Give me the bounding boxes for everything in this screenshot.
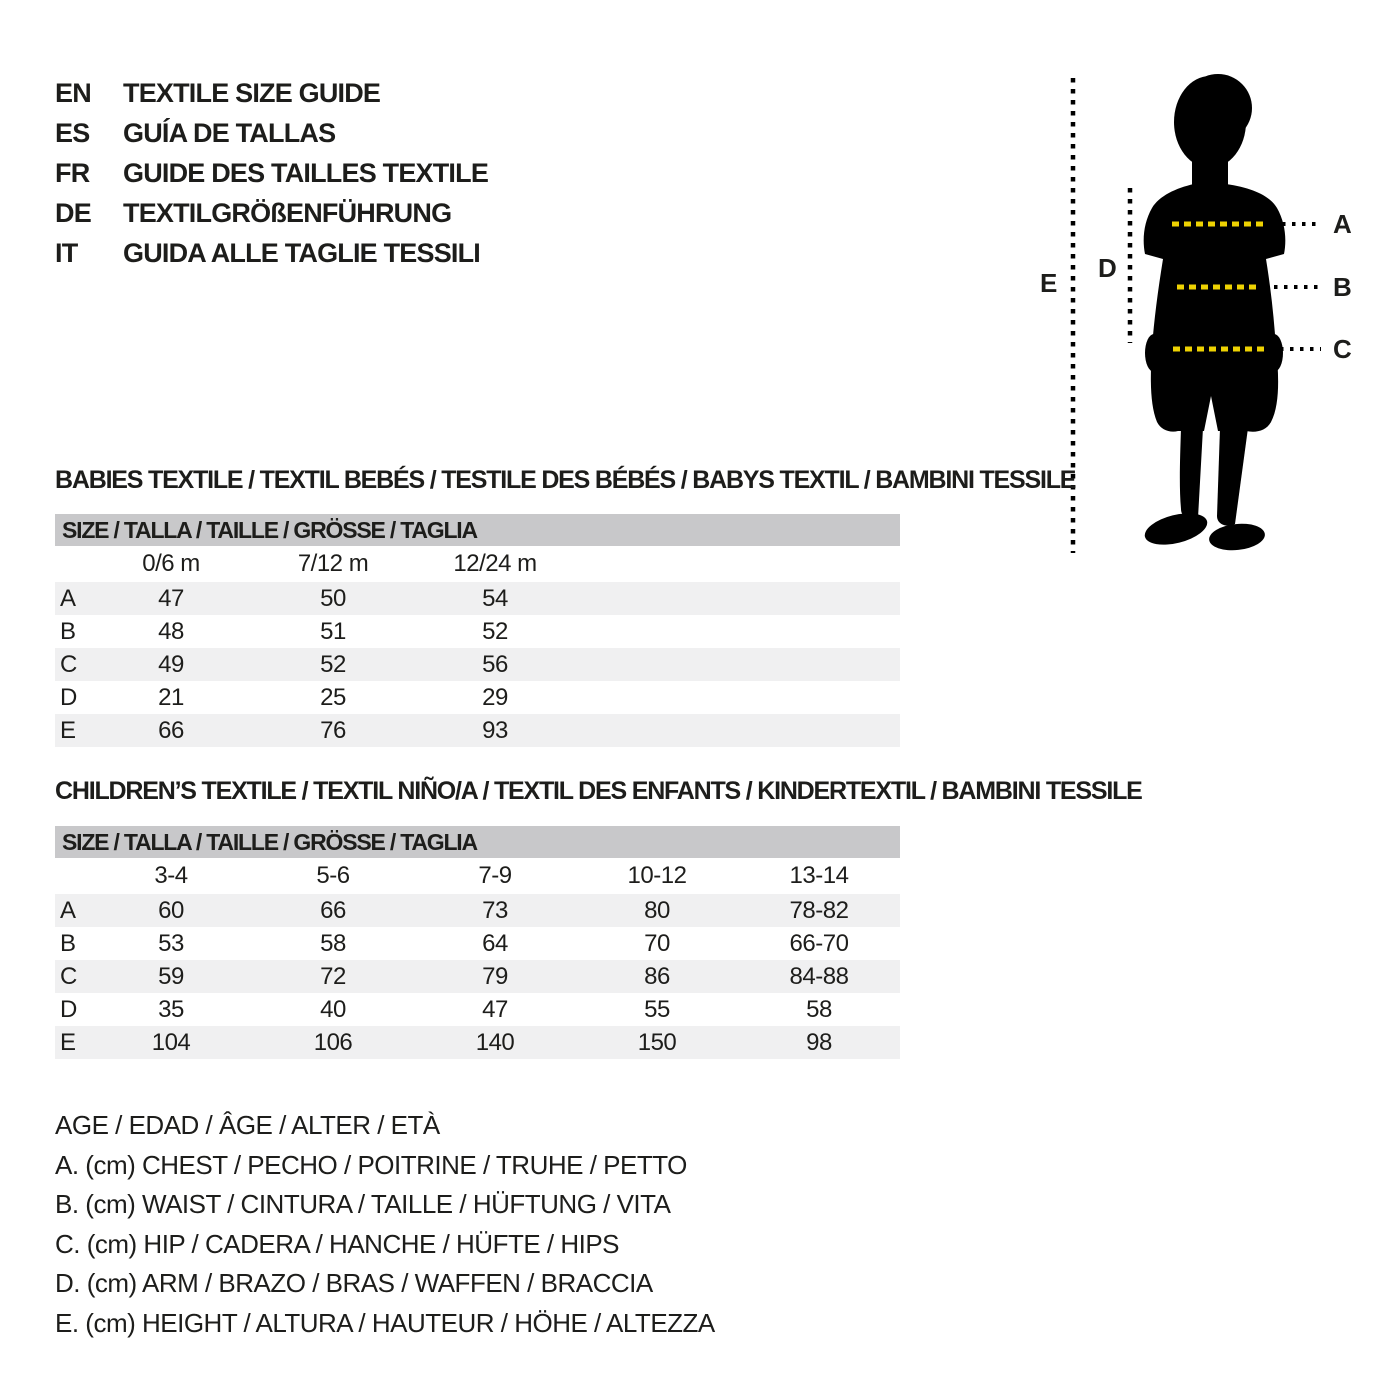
cell: 79 xyxy=(482,962,508,990)
cell: 98 xyxy=(806,1028,832,1056)
cell: 66 xyxy=(320,896,346,924)
column-header: 12/24 m xyxy=(453,550,537,577)
cell: 72 xyxy=(320,962,346,990)
marker-label-D: D xyxy=(1098,253,1117,283)
marker-label-C: C xyxy=(1333,334,1352,364)
cell: 47 xyxy=(482,995,508,1023)
cell: 59 xyxy=(158,962,184,990)
cell: 78-82 xyxy=(789,896,849,924)
lang-row-de xyxy=(55,193,488,233)
measurement-legend xyxy=(55,1106,715,1343)
column-header: 7-9 xyxy=(478,862,512,889)
legend-chest-line: A. (cm) CHEST / PECHO / POITRINE / TRUHE / PETTO xyxy=(55,1149,687,1180)
column-header: 0/6 m xyxy=(142,550,200,577)
cell: 70 xyxy=(644,929,670,957)
lang-code: DE xyxy=(55,197,91,228)
cell: 52 xyxy=(320,650,346,678)
cell: 64 xyxy=(482,929,508,957)
row-label: E xyxy=(60,1028,77,1056)
row-label: C xyxy=(60,962,78,990)
cell: 21 xyxy=(158,683,184,711)
cell: 29 xyxy=(482,683,508,711)
cell: 66 xyxy=(158,716,184,744)
babies-section-title: BABIES TEXTILE / TEXTIL BEBÉS / TESTILE DES BÉBÉS / BABYS TEXTIL / BAMBINI TESSILE xyxy=(55,466,1076,494)
marker-label-E: E xyxy=(1040,268,1058,298)
row-label: E xyxy=(60,716,77,744)
legend-height-line: E. (cm) HEIGHT / ALTURA / HAUTEUR / HÖHE / ALTEZZA xyxy=(55,1307,715,1338)
cell: 80 xyxy=(644,896,670,924)
cell: 35 xyxy=(158,995,184,1023)
cell: 106 xyxy=(313,1028,353,1056)
row-label: B xyxy=(60,929,77,957)
cell: 93 xyxy=(482,716,508,744)
table-row-B xyxy=(55,615,900,648)
row-label: D xyxy=(60,995,78,1023)
cell: 104 xyxy=(151,1028,191,1056)
row-label: A xyxy=(60,584,77,612)
lang-title: TEXTILGRÖßENFÜHRUNG xyxy=(123,197,452,228)
legend-hip-line: C. (cm) HIP / CADERA / HANCHE / HÜFTE / HIPS xyxy=(55,1228,620,1259)
lang-row-fr xyxy=(55,153,488,193)
table-row-A xyxy=(55,894,900,927)
children-section-title: CHILDREN’S TEXTILE / TEXTIL NIÑO/A / TEXTIL DES ENFANTS / KINDERTEXTIL / BAMBINI TESSILE xyxy=(55,777,1142,805)
cell: 66-70 xyxy=(789,929,849,957)
table-row-D xyxy=(55,681,900,714)
table-row-C xyxy=(55,960,900,993)
cell: 150 xyxy=(637,1028,677,1056)
column-header: 5-6 xyxy=(316,862,350,889)
cell: 58 xyxy=(806,995,832,1023)
table-row-C xyxy=(55,648,900,681)
lang-code: FR xyxy=(55,157,90,188)
child-silhouette-icon xyxy=(1142,74,1286,553)
babies-column-header-row xyxy=(55,546,900,582)
lang-title: GUIDA ALLE TAGLIE TESSILI xyxy=(123,237,480,268)
cell: 86 xyxy=(644,962,670,990)
cell: 58 xyxy=(320,929,346,957)
cell: 48 xyxy=(158,617,184,645)
lang-title: GUÍA DE TALLAS xyxy=(123,117,336,148)
lang-title: GUIDE DES TAILLES TEXTILE xyxy=(123,157,489,188)
table-row-D xyxy=(55,993,900,1026)
column-header: 10-12 xyxy=(627,862,687,889)
cell: 55 xyxy=(644,995,670,1023)
row-label: B xyxy=(60,617,77,645)
legend-age-line: AGE / EDAD / ÂGE / ALTER / ETÀ xyxy=(55,1110,440,1140)
children-column-header-row xyxy=(55,858,900,894)
lang-row-it xyxy=(55,233,488,273)
legend-arm-line: D. (cm) ARM / BRAZO / BRAS / WAFFEN / BRACCIA xyxy=(55,1268,653,1298)
lang-code: EN xyxy=(55,77,91,108)
lang-row-en xyxy=(55,73,488,113)
table-row-A xyxy=(55,582,900,615)
lang-row-es xyxy=(55,113,488,153)
row-label: C xyxy=(60,650,78,678)
column-header: 13-14 xyxy=(789,862,849,889)
cell: 140 xyxy=(475,1028,515,1056)
cell: 84-88 xyxy=(789,962,849,990)
legend-waist-line: B. (cm) WAIST / CINTURA / TAILLE / HÜFTUNG / VITA xyxy=(55,1189,671,1219)
table-row-E xyxy=(55,714,900,747)
cell: 51 xyxy=(320,617,346,645)
lang-code: IT xyxy=(55,237,78,268)
measurement-figure xyxy=(1040,60,1400,560)
cell: 52 xyxy=(482,617,508,645)
cell: 56 xyxy=(482,650,508,678)
row-label: D xyxy=(60,683,78,711)
column-header: 3-4 xyxy=(154,862,188,889)
cell: 49 xyxy=(158,650,184,678)
lang-title: TEXTILE SIZE GUIDE xyxy=(123,77,381,108)
cell: 40 xyxy=(320,995,346,1023)
cell: 73 xyxy=(482,896,508,924)
cell: 60 xyxy=(158,896,184,924)
cell: 53 xyxy=(158,929,184,957)
cell: 25 xyxy=(320,683,346,711)
cell: 54 xyxy=(482,584,508,612)
children-size-table xyxy=(55,826,900,1059)
row-label: A xyxy=(60,896,77,924)
babies-size-header-bar: SIZE / TALLA / TAILLE / GRÖSSE / TAGLIA xyxy=(55,514,900,546)
babies-size-table xyxy=(55,514,900,747)
table-row-B xyxy=(55,927,900,960)
column-header: 7/12 m xyxy=(297,550,369,577)
marker-label-B: B xyxy=(1333,272,1352,302)
table-row-E xyxy=(55,1026,900,1059)
language-title-block xyxy=(55,73,488,273)
cell: 47 xyxy=(158,584,184,612)
marker-label-A: A xyxy=(1333,209,1352,239)
lang-code: ES xyxy=(55,117,90,148)
cell: 50 xyxy=(320,584,346,612)
children-size-header-bar: SIZE / TALLA / TAILLE / GRÖSSE / TAGLIA xyxy=(55,826,900,858)
cell: 76 xyxy=(320,716,346,744)
